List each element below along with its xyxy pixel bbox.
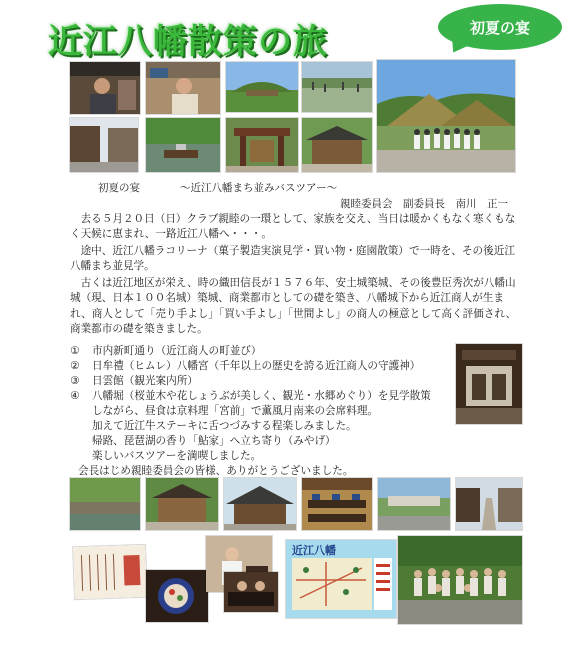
photo-group-large	[377, 60, 515, 172]
photo-bus-speaker-2	[146, 62, 220, 114]
list-number: ②	[70, 360, 80, 372]
list-item	[70, 374, 198, 388]
photo-restaurant-room	[302, 478, 372, 530]
closing-line-5: 会長はじめ親睦委員会の皆様、ありがとうございました。	[78, 465, 354, 477]
list-text: 日牟禮（ヒムレ）八幡宮（千年以上の歴史を誇る近江商人の守護神）	[92, 360, 421, 372]
caption-subtitle: ～近江八幡まち並みバスツアー～	[180, 182, 338, 194]
paragraph-2: 途中、近江八幡ラコリーナ（菓子製造実演見学・買い物・庭園散策）で一時を、その後近江八幡まち並見学。	[70, 245, 515, 273]
season-badge: 初夏の宴	[438, 4, 562, 50]
photo-shrine-gate	[226, 118, 298, 172]
photo-shrine-hall	[302, 118, 372, 172]
list-item	[70, 359, 420, 373]
list-item	[70, 389, 431, 403]
photo-warehouse-interior	[456, 344, 522, 424]
list-text: 市内新町通り（近江商人の町並び）	[92, 345, 262, 357]
photo-temple-roof	[224, 478, 296, 530]
photo-la-collina-building	[226, 62, 298, 112]
photo-stone-path	[456, 478, 522, 530]
closing-line-1: しながら、昼食は京料理「宮前」で薫風月南来の会席料理。	[92, 405, 379, 417]
photo-museum-exterior	[378, 478, 450, 530]
list-text: 八幡堀（桜並木や花しょうぶが美しく、観光・水郷めぐり）を見学散策	[92, 390, 431, 402]
photo-boat-moat	[146, 118, 220, 172]
paragraph-1: 去る５月２０日（日）クラブ親睦の一環として、家族を交え、当日は暖かくもなく寒くもなく天候に恵まれ、一路近江八幡へ・・・。	[70, 213, 516, 241]
author-line: 親睦委員会 副委員長 南川 正一	[340, 198, 508, 210]
closing-line-2: 加えて近江牛ステーキに舌つづみする程楽しみました。	[92, 420, 357, 432]
paragraph-3: 古くは近江地区が栄え、時の織田信長が１５７６年、安土城築城、その後豊臣秀次が八幡山城（現、日本１００名城）築城、商業都市としての礎を築き、八幡城下から近江商人が生まれ、商人として「売り手よし」「買い手よし」「世間よし」の商人の極意として高く評価され、商業都市の礎を築きました。	[70, 277, 517, 336]
caption-left: 初夏の宴	[98, 182, 140, 194]
list-number: ①	[70, 345, 80, 357]
list-text: 日雲館（観光案内所）	[92, 375, 198, 387]
closing-line-3: 帰路、琵琶湖の香り「鮎家」へ立ち寄り（みやげ）	[92, 435, 336, 447]
list-number: ④	[70, 390, 80, 402]
photo-menu-card	[73, 545, 147, 599]
photo-rice-field	[302, 62, 372, 112]
map-illustration	[286, 540, 396, 618]
photo-kaiseki-dish	[146, 570, 208, 622]
photo-moat-stonewall	[70, 478, 140, 530]
map-title: 近江八幡	[292, 544, 336, 557]
photo-old-street	[70, 118, 138, 172]
list-number: ③	[70, 375, 80, 387]
photo-dining-table	[224, 572, 278, 612]
photo-shrine-gate-2	[146, 478, 218, 530]
page-title: 近江八幡散策の旅	[48, 22, 328, 62]
closing-line-4: 楽しいバスツアーを満喫しました。	[92, 450, 262, 462]
photo-bus-speaker-1	[70, 62, 140, 114]
list-item	[70, 344, 262, 358]
photo-group-garden	[398, 536, 522, 624]
